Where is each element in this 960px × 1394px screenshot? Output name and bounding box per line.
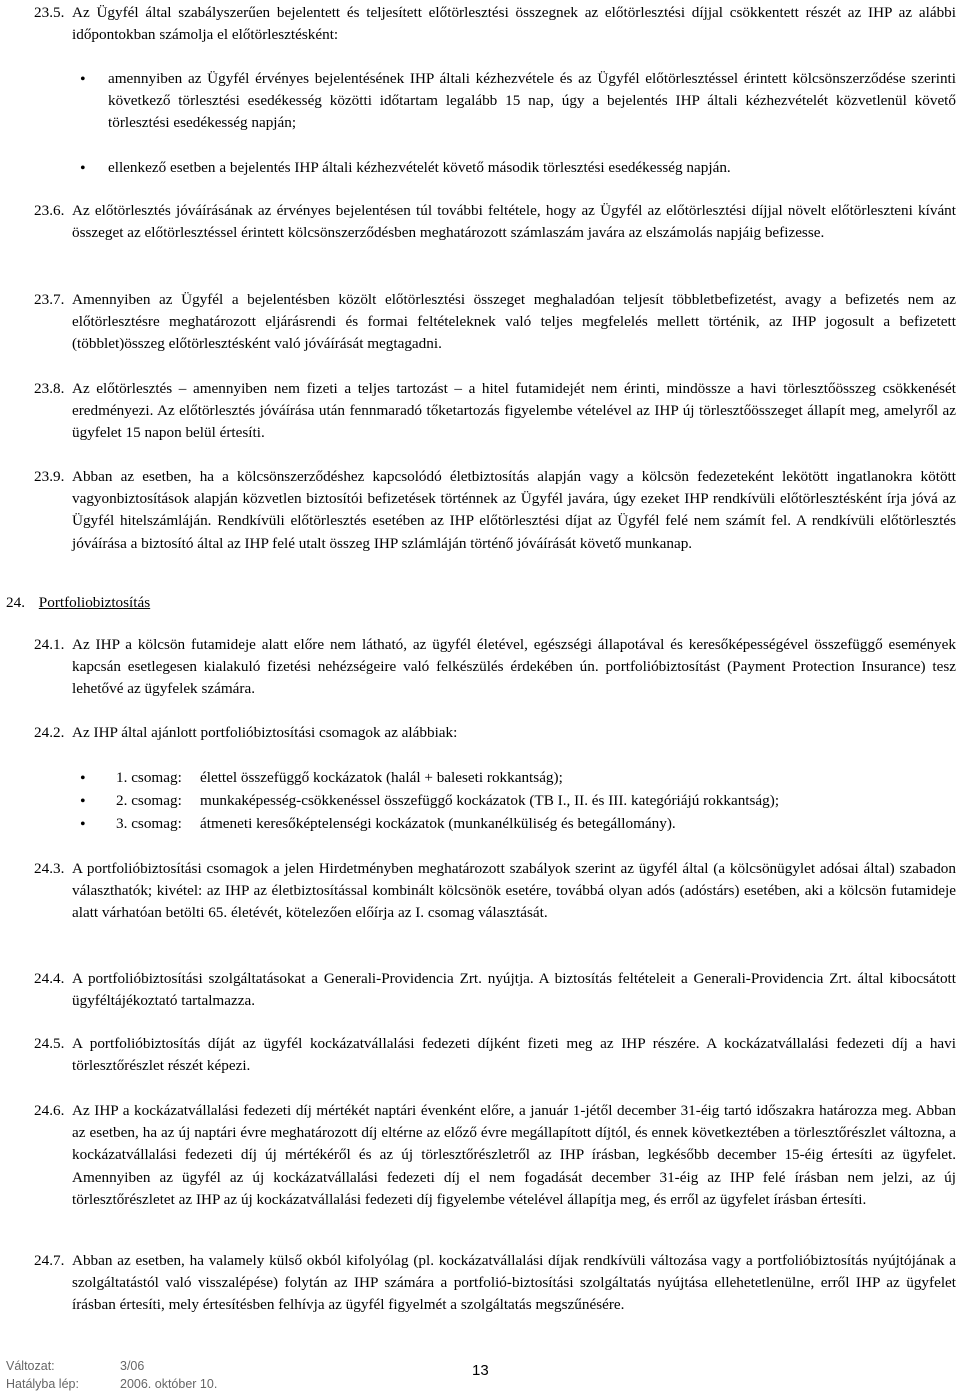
bullet-icon: • [80,770,86,787]
section-number: 23.9. [34,468,65,485]
section-24-1-text: Az IHP a kölcsön futamideje alatt előre nem látható, az ügyfél életével, egészségi állapotával és keresőképességével összefüggő események kapcsán esetlegesen kialakuló fizetési nehézségeire való felkészülés érdekében ún. portfolióbiztosítást (Payment Protection Insurance) tesz lehetővé az ügyfelek számára. [72,636,956,698]
section-23-5-bullet-1: amennyiben az Ügyfél érvényes bejelentésének IHP általi kézhezvétele és az Ügyfél előtörlesztéssel érintett kölcsönszerződése szerinti következő törlesztési esedékesség közötti időtartam legalább 15 nap, úgy a bejelentés IHP általi kézhezvételét közvetlenül követő törlesztési esedékesség napján; [108,70,956,132]
section-23-5-bullet-2: ellenkező esetben a bejelentés IHP általi kézhezvételét követő második törlesztési esedékesség napján. [108,159,731,176]
package-label: 1. csomag: [116,769,182,786]
section-23-7-text: Amennyiben az Ügyfél a bejelentésben közölt előtörlesztési összeget meghaladóan teljesít többletbefizetést, avagy a befizetés nem az előtörlesztésre meghatározott eljárásrendi és formai feltételeknek való teljes megfelelés mellett történik, az IHP jogosult a befizetett (többlet)összeg előtörlesztésként való jóváírását megtagadni. [72,291,956,353]
section-23-6-text: Az előtörlesztés jóváírásának az érvényes bejelentésen túl további feltétele, hogy az Ügyfél az előtörlesztési díjjal növelt előtörleszteni kívánt összeget az előtörlesztéssel érintett kölcsönszerződésben meghatározott számlaszám javára az elszámolás napjáig befizesse. [72,202,956,242]
bullet-icon: • [80,71,86,88]
section-number: 24.1. [34,636,65,653]
section-23-8-text: Az előtörlesztés – amennyiben nem fizeti a teljes tartozást – a hitel futamidejét nem érinti, mindössze a havi törlesztőösszeg csökkenését eredményezi. Az előtörlesztés jóváírása után fennmaradó tőketartozás figyelembe vételével az IHP új törlesztőösszeget állapít meg, amelyről az ügyfelet 15 napon belül értesíti. [72,380,956,442]
package-label: 2. csomag: [116,792,182,809]
section-number: 24.7. [34,1252,65,1269]
section-24-number: 24. [6,594,25,611]
bullet-icon: • [80,160,86,177]
section-24-2-text: Az IHP által ajánlott portfolióbiztosítási csomagok az alábbiak: [72,724,458,741]
bullet-icon: • [80,816,86,833]
section-24-6-text: Az IHP a kockázatvállalási fedezeti díj mértékét naptári évenként előre, a január 1-jétől december 31-éig tartó időszakra határozza meg. Abban az esetben, ha az új naptári évre meghatározott díj eltérne az előző évre megállapított díjtól, és ennek következtében a törlesztőrészlet változna, a kockázatvállalási fedezeti díj új mértékéről és az új törlesztőrészletről az IHP írásban, legkésőbb december 15-éig értesíti az ügyfelet. Amennyiben az ügyfél az új kockázatvállalási fedezeti díj el nem fogadását december 31-éig az IHP felé írásban nem jelzi, az új törlesztőrészletet az IHP az új kockázatvállalási fedezeti díj figyelembe vételével állapítja meg, és erről az ügyfelet írásban értesíti. [72,1102,956,1208]
footer-effective-value: 2006. október 10. [120,1377,218,1391]
page-number: 13 [472,1362,489,1379]
section-number: 24.5. [34,1035,65,1052]
section-number: 23.6. [34,202,65,219]
section-number: 24.3. [34,860,65,877]
section-24-7-text: Abban az esetben, ha valamely külső okból kifolyólag (pl. kockázatvállalási díjak rendkívüli változása vagy a portfolióbiztosítás nyújtójának a szolgáltatástól való visszalépése) folytán az IHP számára a portfolió-biztosítási szolgáltatás nyújtása ellehetetlenülne, erről IHP az ügyfelet írásban értesíti, mely értesítésben felhívja az ügyfél figyelmét a szolgáltatás megszűnésére. [72,1252,956,1314]
section-number: 23.5. [34,4,65,21]
section-24-title: Portfoliobiztosítás [38,594,151,611]
section-23-5-text: Az Ügyfél által szabályszerűen bejelentett és teljesített előtörlesztési összegnek az előtörlesztési díjjal csökkentett részét az IHP az alábbi időpontokban számolja el előtörlesztésként: [72,4,956,44]
package-label: 3. csomag: [116,815,182,832]
section-24-3-text: A portfolióbiztosítási csomagok a jelen Hirdetményben meghatározott szabályok szerint az ügyfél által (a kölcsönügylet adósai által) szabadon választhatók; kivétel: az IHP az életbiztosítással kombinált kölcsönök esetére, továbbá olyan adós (adóstárs) esetében, aki a kölcsön futamideje alatt várhatóan betölti 65. életévét, kötelezően előírja az I. csomag választását. [72,860,956,922]
footer-version-label: Változat: [6,1359,55,1373]
package-description: átmeneti keresőképtelenségi kockázatok (munkanélküliség és betegállomány). [200,815,676,832]
section-number: 24.2. [34,724,65,741]
footer-version-value: 3/06 [120,1359,145,1373]
package-description: élettel összefüggő kockázatok (halál + baleseti rokkantság); [200,769,563,786]
footer-effective-label: Hatályba lép: [6,1377,79,1391]
bullet-icon: • [80,793,86,810]
section-number: 23.8. [34,380,65,397]
section-24-heading [6,592,150,614]
section-24-5-text: A portfolióbiztosítás díját az ügyfél kockázatvállalási fedezeti díjként fizeti meg az IHP részére. A kockázatvállalási fedezeti díj a havi törlesztőrészlet részét képezi. [72,1035,956,1075]
section-number: 24.6. [34,1102,65,1119]
package-description: munkaképesség-csökkenéssel összefüggő kockázatok (TB I., II. és III. kategóriájú rokkantság); [200,792,780,809]
section-24-4-text: A portfolióbiztosítási szolgáltatásokat a Generali-Providencia Zrt. nyújtja. A biztosítás feltételeit a Generali-Providencia Zrt. által kibocsátott ügyféltájékoztató tartalmazza. [72,970,956,1010]
section-23-9-text: Abban az esetben, ha a kölcsönszerződéshez kapcsolódó életbiztosítás alapján vagy a kölcsön fedezeteként lekötött ingatlanokra kötött vagyonbiztosítások alapján közvetlen biztosítói befizetések történnek az Ügyfél javára, úgy ezeket IHP rendkívüli előtörlesztésként írja jóvá az Ügyfél hitelszámláján. Rendkívüli előtörlesztés esetében az IHP előtörlesztési díjat az Ügyfél felé nem számít fel. A rendkívüli előtörlesztés jóváírása a biztosító által az IHP felé utalt összeg IHP szlámláján történő jóváírását követő munkanap. [72,468,956,552]
section-number: 23.7. [34,291,65,308]
section-number: 24.4. [34,970,65,987]
